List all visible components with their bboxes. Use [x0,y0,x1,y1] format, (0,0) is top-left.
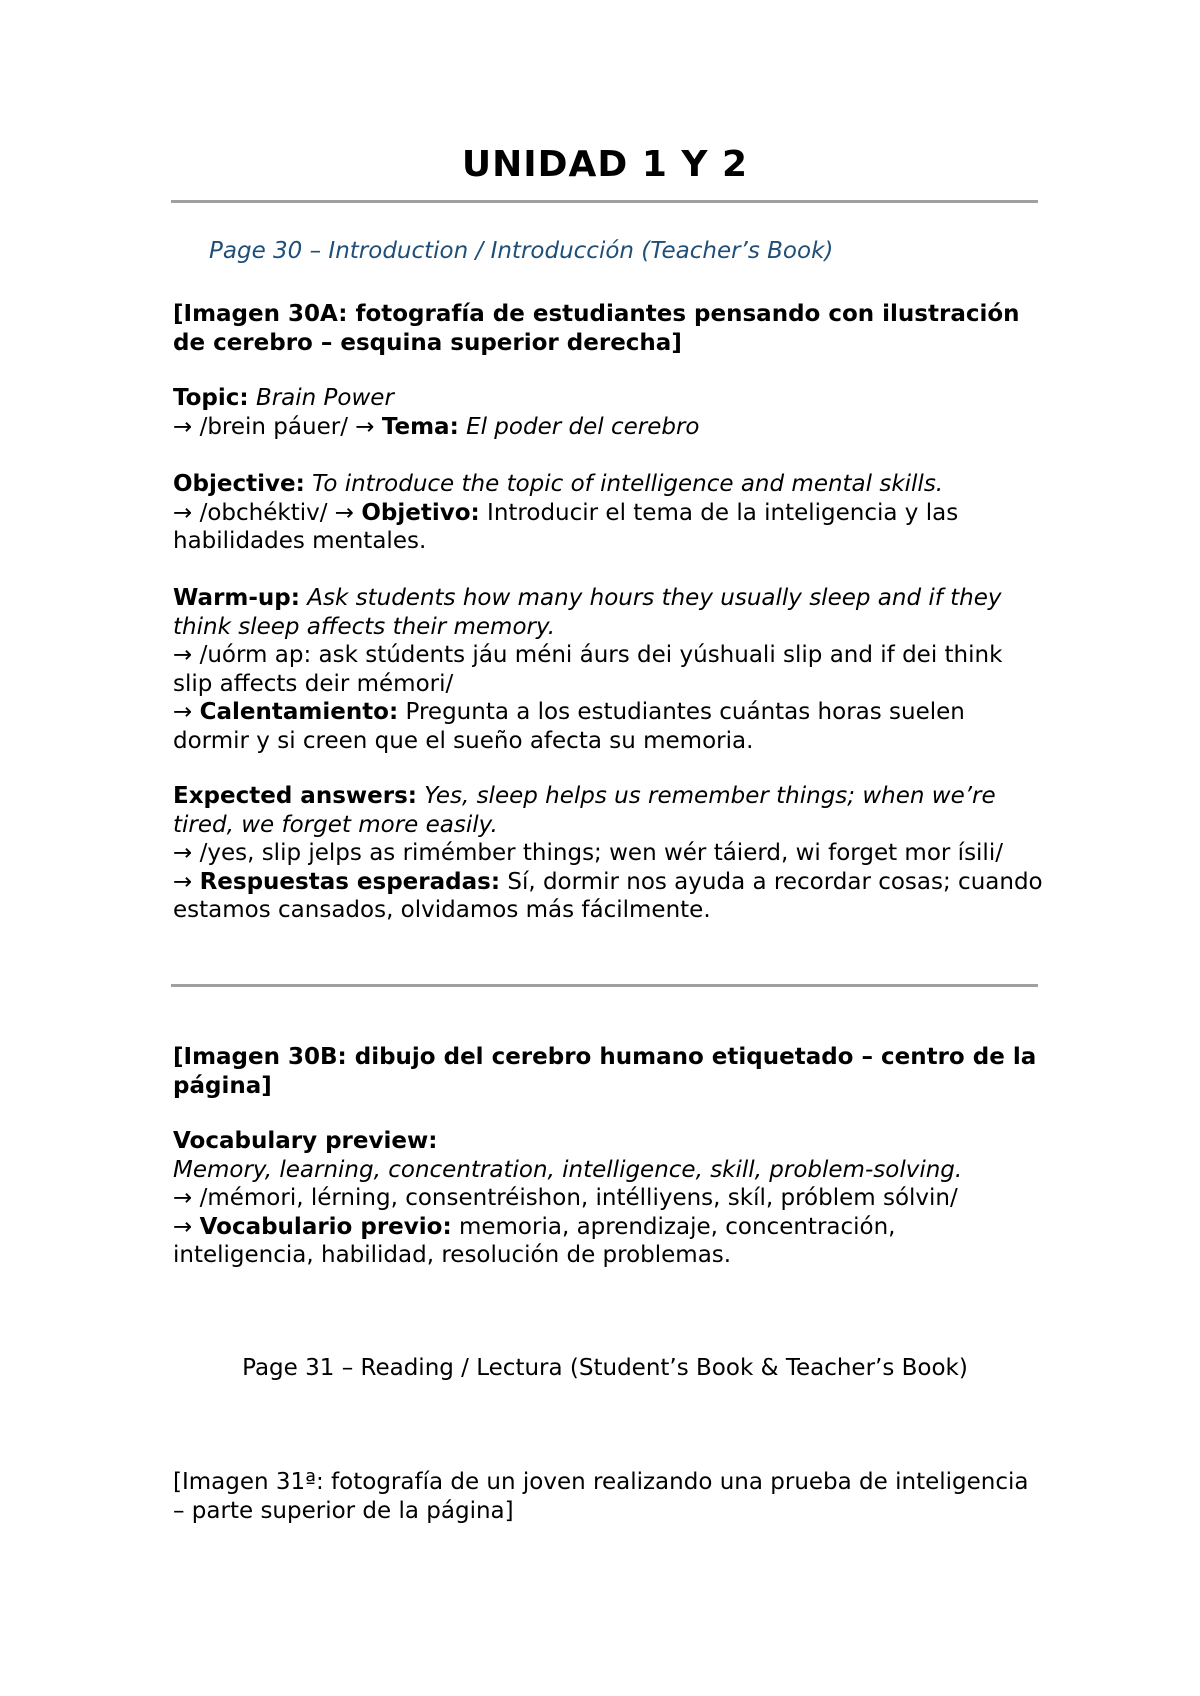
respuestas-value: Sí, dormir nos ayuda a recordar cosas; cuando estamos cansados, olvidamos más fácilmente. [173,868,1043,923]
warmup-block [173,584,1043,755]
warmup-line [173,584,1043,641]
warmup-pronunciation: → /uórm ap: ask stúdents jáu méni áurs dei yúshuali slip and if dei think slip affects deir mémori/ [173,642,1003,697]
divider-top [171,200,1038,203]
topic-value: Brain Power [255,385,394,411]
objetivo-label: Objetivo: [361,499,480,526]
image-31a-placeholder: [Imagen 31ª: fotografía de un joven realizando una prueba de inteligencia – parte superior de la página] [173,1469,1029,1524]
objective-label: Objective: [173,471,305,497]
objective-pronunciation: → /obchéktiv/ → [173,499,355,526]
topic-block [173,384,1043,441]
image-30a-placeholder: [Imagen 30A: fotografía de estudiantes pensando con ilustración de cerebro – esquina superior derecha] [173,301,1020,356]
topic-translation-line [173,413,1043,442]
warmup-label: Warm-up: [173,585,300,611]
objective-value: To introduce the topic of intelligence and mental skills. [312,471,944,497]
image-30b-placeholder: [Imagen 30B: dibujo del cerebro humano etiquetado – centro de la página] [173,1044,1037,1099]
section-heading-page-30: Page 30 – Introduction / Introducción (Teacher’s Book) [209,238,834,264]
arrow-icon: → [173,868,193,895]
calentamiento-label: Calentamiento: [199,699,399,725]
warmup-value: Ask students how many hours they usually sleep and if they think sleep affects their memory. [173,585,1002,640]
vocab-label: Vocabulary preview: [173,1128,438,1154]
document-title: UNIDAD 1 Y 2 [461,144,749,185]
expected-label: Expected answers: [173,783,417,809]
expected-translation-line [173,868,1043,925]
objective-block [173,470,1043,556]
divider-middle [171,984,1038,987]
vocab-value: Memory, learning, concentration, intelligence, skill, problem-solving. [173,1156,963,1183]
topic-pronunciation: → /brein páuer/ → [173,413,375,440]
expected-value: Yes, sleep helps us remember things; when we’re tired, we forget more easily. [173,783,996,838]
vocab-translation-line [173,1213,1043,1270]
tema-value: El poder del cerebro [466,413,700,440]
arrow-icon: → [173,699,193,725]
respuestas-label: Respuestas esperadas: [199,868,501,895]
objetivo-value: Introducir el tema de la inteligencia y las habilidades mentales. [173,499,959,554]
objective-line [173,470,1043,499]
objective-translation-line [173,499,1043,556]
arrow-icon: → [173,1213,193,1240]
tema-label: Tema: [381,413,459,440]
calentamiento-value: Pregunta a los estudiantes cuántas horas suelen dormir y si creen que el sueño afecta su memoria. [173,699,965,754]
expected-line [173,782,1043,839]
section-heading-page-31: Page 31 – Reading / Lectura (Student’s Book & Teacher’s Book) [242,1355,968,1381]
vocab-pronunciation: → /mémori, lérning, consentréishon, intélliyens, skíl, próblem sólvin/ [173,1185,958,1211]
vocabulary-block [173,1127,1043,1270]
vocabulario-value: memoria, aprendizaje, concentración, inteligencia, habilidad, resolución de problemas. [173,1213,896,1268]
expected-pronunciation: → /yes, slip jelps as rimémber things; wen wér táierd, wi forget mor ísili/ [173,840,1003,866]
vocabulario-label: Vocabulario previo: [199,1213,452,1240]
expected-answers-block [173,782,1043,925]
topic-label: Topic: [173,385,249,411]
warmup-translation-line [173,698,1043,755]
topic-line [173,384,1043,413]
vocab-label-line [173,1127,1043,1156]
